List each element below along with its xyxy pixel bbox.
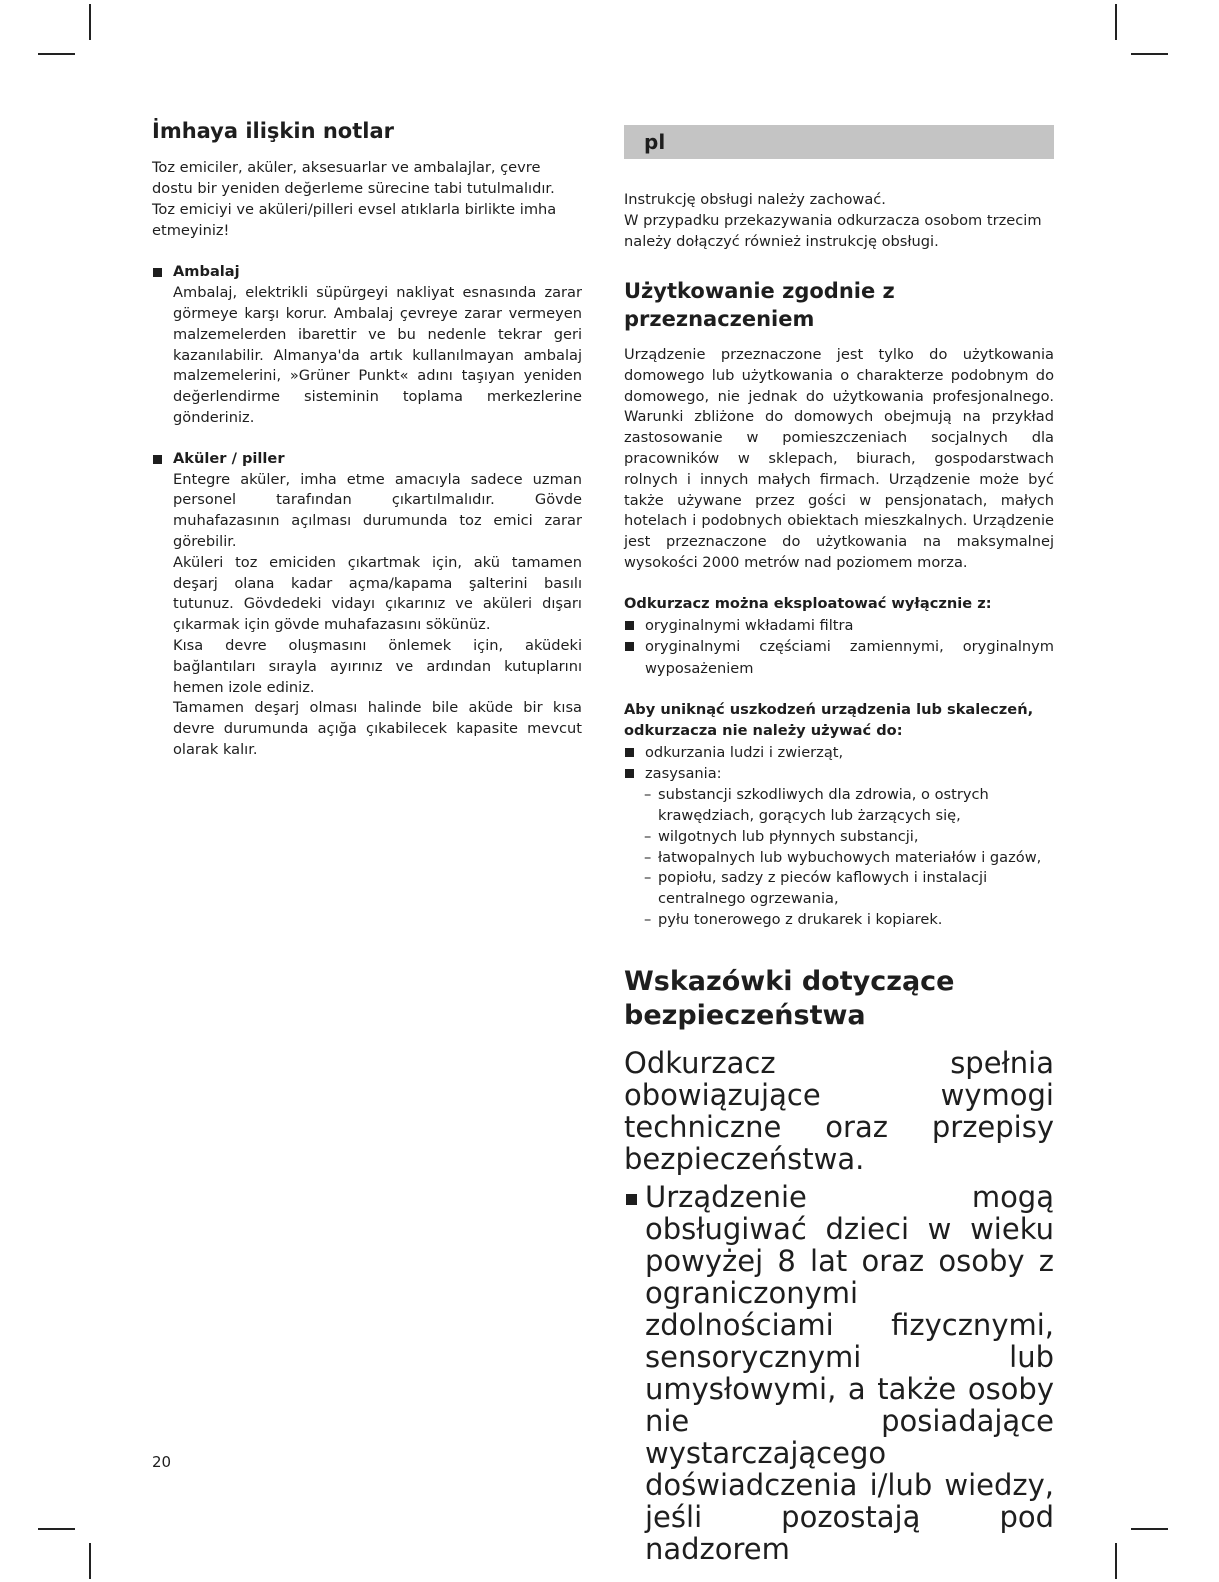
- crop-mark: [38, 1528, 75, 1530]
- list-item: zasysania:: [624, 763, 1054, 785]
- crop-mark: [38, 53, 75, 55]
- crop-mark: [1115, 1543, 1117, 1579]
- sub-list-item: – substancji szkodliwych dla zdrowia, o ostrych krawędziach, gorących lub żarzących się,: [644, 786, 989, 824]
- crop-mark: [89, 1543, 91, 1579]
- crop-mark: [1131, 1528, 1168, 1530]
- packaging-item: [152, 262, 582, 428]
- crop-mark: [1115, 4, 1117, 40]
- battery-text-3: Kısa devre oluşmasını önlemek için, aküdeki bağlantıları sırayla ayırınız ve ardından kutuplarını hemen izole ediniz.: [173, 637, 582, 696]
- sub-list-item: – łatwopalnych lub wybuchowych materiałów i gazów,: [644, 848, 1042, 866]
- battery-text-1: Entegre aküler, imha etme amacıyla sadece uzman personel tarafından çıkartılmalıdır. Gövde muhafazasının açılması durumunda toz emici zarar görebilir.: [173, 470, 582, 551]
- list-item: odkurzania ludzi i zwierząt,: [624, 742, 1054, 764]
- safety-item: Urządzenie mogą obsługiwać dzieci w wieku powyżej 8 lat oraz osoby z ograniczonymi zdolnościami fizycznymi, sensorycznymi lub umysłowymi, a także osoby nie posiadające wystarczającego doświadczenia i/lub wiedzy, jeśli pozostają pod nadzorem: [624, 1181, 1054, 1565]
- sub-list-item: – wilgotnych lub płynnych substancji,: [644, 827, 919, 845]
- list-item: oryginalnymi wkładami filtra: [624, 615, 1054, 637]
- language-bar: pl: [624, 125, 1054, 159]
- disposal-intro: Toz emiciler, aküler, aksesuarlar ve ambalajlar, çevre dostu bir yeniden değerleme sürecine tabi tutulmalıdır. Toz emiciyi ve aküleri/pilleri evsel atıklarla birlikte imha etmeyiniz!: [152, 159, 557, 239]
- battery-text-4: Tamamen deşarj olması halinde bile aküde bir kısa devre durumunda açığa çıkabilecek kapasite mevcut olarak kalır.: [173, 699, 582, 759]
- battery-text-2: Aküleri toz emiciden çıkartmak için, akü tamamen deşarj olana kadar açma/kapama şalterini basılı tutunuz. Gövdedeki vidayı çıkarınız ve aküleri dışarı çıkarmak için gövde muhafazasını sökünüz.: [173, 553, 582, 634]
- crop-mark: [89, 4, 91, 40]
- sub-list-item: – popiołu, sadzy z pieców kaflowych i instalacji centralnego ogrzewania,: [644, 869, 988, 908]
- right-column: [624, 125, 1054, 1565]
- safety-intro: Odkurzacz spełnia obowiązujące wymogi techniczne oraz przepisy bezpieczeństwa.: [624, 1045, 1054, 1176]
- avoid-title: Aby uniknąć uszkodzeń urządzenia lub skaleczeń, odkurzacza nie należy używać do:: [624, 700, 1034, 739]
- bullet-square-icon: [626, 1194, 637, 1205]
- packaging-title: Ambalaj: [173, 263, 240, 281]
- packaging-text: Ambalaj, elektrikli süpürgeyi nakliyat esnasında zarar görmeye karşı korur. Ambalaj çevreye zarar vermeyen malzemelerden ibarettir ve bu nedenle tekrar geri kazanılabilir. Almanya'da artık kullanılmayan ambalaj malzemelerini, »Grüner Punkt« adını taşıyan yeniden değerlendirme sisteminin toplama merkezlerine gönderiniz.: [173, 284, 582, 427]
- battery-title: Aküler / piller: [173, 449, 285, 467]
- page-number: 20: [152, 1453, 172, 1471]
- sub-list-item: – pyłu tonerowego z drukarek i kopiarek.: [644, 910, 943, 928]
- left-column: [152, 118, 582, 761]
- crop-mark: [1131, 53, 1168, 55]
- bullet-square-icon: [153, 268, 162, 277]
- disposal-heading: İmhaya ilişkin notlar: [152, 119, 395, 143]
- intended-use-heading: Użytkowanie zgodnie z przeznaczeniem: [624, 279, 895, 331]
- bullet-square-icon: [625, 769, 634, 778]
- keep-instructions: Instrukcję obsługi należy zachować.: [624, 191, 886, 208]
- bullet-square-icon: [625, 642, 634, 651]
- bullet-square-icon: [625, 748, 634, 757]
- bullet-square-icon: [625, 621, 634, 630]
- battery-item: [152, 449, 582, 761]
- list-item: oryginalnymi częściami zamiennymi, oryginalnym wyposażeniem: [624, 636, 1054, 680]
- intended-use-text: Urządzenie przeznaczone jest tylko do użytkowania domowego lub użytkowania o charakterze podobnym do domowego, nie jednak do użytkowania profesjonalnego. Warunki zbliżone do domowych obejmują na przykład zastosowanie w pomieszczeniach socjalnych dla pracowników w sklepach, biurach, gospodarstwach rolnych i innych małych firmach. Urządzenie może być także używane przez gości w pensjonatach, małych hotelach i podobnych obiektach mieszkalnych. Urządzenie jest przeznaczone do użytkowania na maksymalnej wysokości 2000 metrów nad poziomem morza.: [624, 345, 1054, 571]
- bullet-square-icon: [153, 455, 162, 464]
- safety-heading: Wskazówki dotyczące bezpieczeństwa: [624, 965, 955, 1031]
- pass-instructions: W przypadku przekazywania odkurzacza osobom trzecim należy dołączyć również instrukcję obsługi.: [624, 211, 1042, 250]
- only-with-title: Odkurzacz można eksploatować wyłącznie z:: [624, 594, 992, 612]
